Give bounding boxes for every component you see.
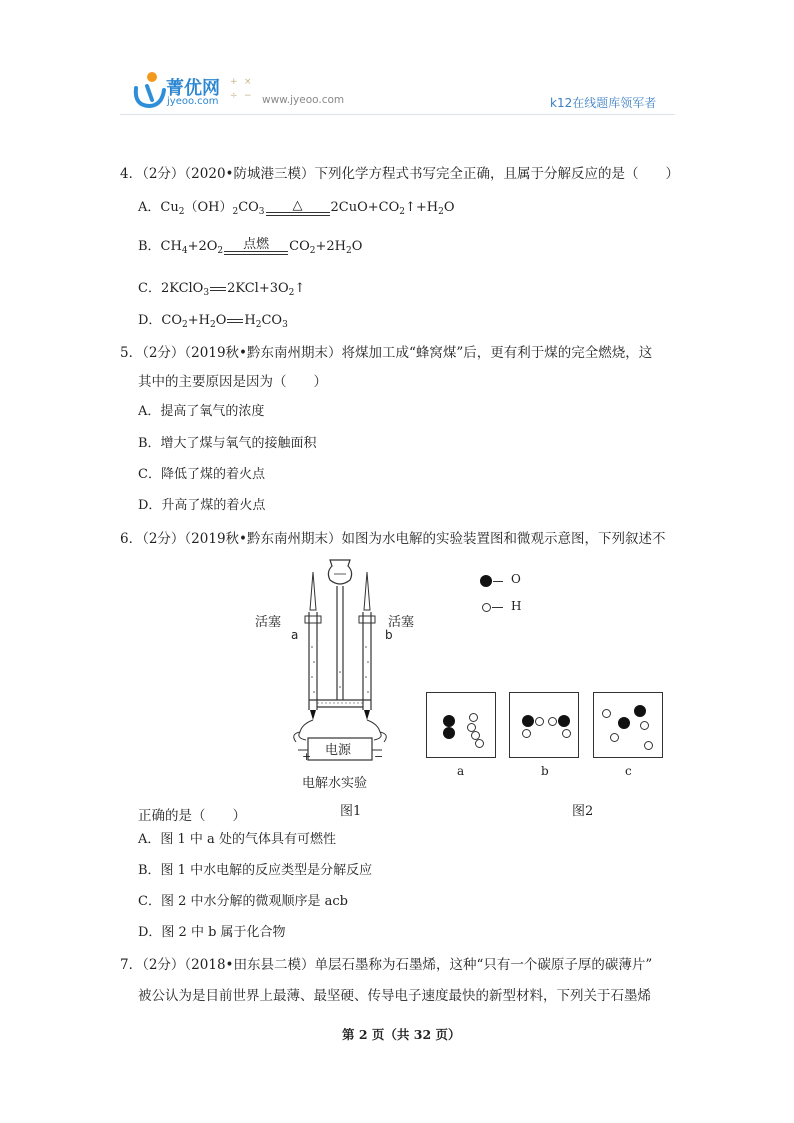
fig2-box-c-label: c bbox=[625, 764, 632, 778]
jyeoo-logo-icon bbox=[130, 70, 168, 110]
legend-oxygen-atom bbox=[480, 575, 492, 587]
legend-hydrogen-atom bbox=[482, 603, 491, 612]
q5-stem-line1: 5．（2分）（2019秋•黔东南州期末）将煤加工成“蜂窝煤”后，更有利于煤的完全燃烧，这 bbox=[120, 345, 653, 361]
fig2-box-c bbox=[593, 692, 663, 758]
fig1-plus: + bbox=[302, 750, 312, 763]
svg-text:−: − bbox=[244, 91, 252, 101]
fig1-stopcock-right: 活塞 bbox=[388, 615, 415, 630]
legend-line-o bbox=[493, 581, 503, 582]
legend-o-label: O bbox=[511, 572, 521, 586]
ignite-condition: 点燃 bbox=[224, 238, 288, 255]
q4-option-b[interactable]: B．$CH_4+2O_2$ 点燃 $CO_2+2H_2O$ bbox=[138, 237, 363, 256]
fig2-box-a bbox=[426, 692, 496, 758]
fig1-caption: 电解水实验 bbox=[302, 776, 368, 791]
svg-text:×: × bbox=[244, 77, 252, 87]
q5-stem-line2: 其中的主要原因是因为（ ） bbox=[138, 374, 327, 390]
svg-text:+: + bbox=[230, 77, 238, 87]
q6-option-c[interactable]: C．图 2 中水分解的微观顺序是 acb bbox=[138, 894, 348, 909]
fig2-name: 图2 bbox=[572, 804, 594, 819]
legend-h-label: H bbox=[511, 599, 522, 613]
fig1-stopcock-left: 活塞 bbox=[255, 615, 282, 630]
q6-option-b[interactable]: B．图 1 中水电解的反应类型是分解反应 bbox=[138, 863, 373, 878]
fig1-minus: − bbox=[374, 750, 384, 763]
q6-stem-line1: 6．（2分）（2019秋•黔东南州期末）如图为水电解的实验装置图和微观示意图，下列叙述不 bbox=[120, 531, 666, 547]
q6-stem-line2: 正确的是（ ） bbox=[138, 808, 246, 824]
legend-line-h bbox=[492, 607, 503, 608]
q6-option-a[interactable]: A．图 1 中 a 处的气体具有可燃性 bbox=[138, 832, 336, 847]
logo-cn: 菁优网 bbox=[166, 78, 220, 99]
q4-option-c[interactable]: C．2KClO$_3$ $2KCl+3O_2↑$ bbox=[138, 281, 306, 298]
heat-condition: △ bbox=[266, 199, 330, 216]
q4-option-a[interactable]: A．$Cu_2(OH)_2CO_3$ △ $2CuO+CO_2↑+H_2O$ bbox=[138, 198, 455, 217]
svg-text:÷: ÷ bbox=[230, 91, 238, 101]
q4-stem: 4．（2分）（2020•防城港三模）下列化学方程式书写完全正确，且属于分解反应的是（ ） bbox=[120, 166, 679, 182]
fig1-label-a: a bbox=[291, 628, 299, 642]
fig2-box-a-label: a bbox=[457, 764, 465, 778]
fig1-name: 图1 bbox=[340, 804, 362, 819]
fig1-power-label: 电源 bbox=[325, 743, 352, 758]
fig2-box-b-label: b bbox=[541, 764, 549, 778]
q5-option-d[interactable]: D．升高了煤的着火点 bbox=[138, 498, 266, 513]
q7-stem-line2: 被公认为是目前世界上最薄、最坚硬、传导电子速度最快的新型材料，下列关于石墨烯 bbox=[138, 988, 651, 1004]
q5-option-c[interactable]: C．降低了煤的着火点 bbox=[138, 467, 265, 482]
fig2-box-b bbox=[509, 692, 579, 758]
math-symbols-icon bbox=[228, 74, 256, 102]
logo-en: jyeoo.com bbox=[167, 96, 219, 107]
q5-option-a[interactable]: A．提高了氧气的浓度 bbox=[138, 404, 265, 419]
header-url[interactable]: www.jyeoo.com bbox=[262, 94, 345, 106]
page-number: 第 2 页（共 32 页） bbox=[342, 1027, 461, 1042]
q5-option-b[interactable]: B．增大了煤与氧气的接触面积 bbox=[138, 436, 317, 451]
q6-option-d[interactable]: D．图 2 中 b 属于化合物 bbox=[138, 925, 286, 940]
q4-option-d[interactable]: D．$CO_2+H_2O$ $H_2CO_3$ bbox=[138, 313, 288, 330]
header-slogan: k12在线题库领军者 bbox=[550, 96, 657, 110]
q7-stem-line1: 7．（2分）（2018•田东县二模）单层石墨称为石墨烯，这种“只有一个碳原子厚的碳薄片” bbox=[120, 957, 653, 973]
fig1-label-b: b bbox=[385, 628, 393, 642]
header-divider bbox=[120, 114, 675, 115]
